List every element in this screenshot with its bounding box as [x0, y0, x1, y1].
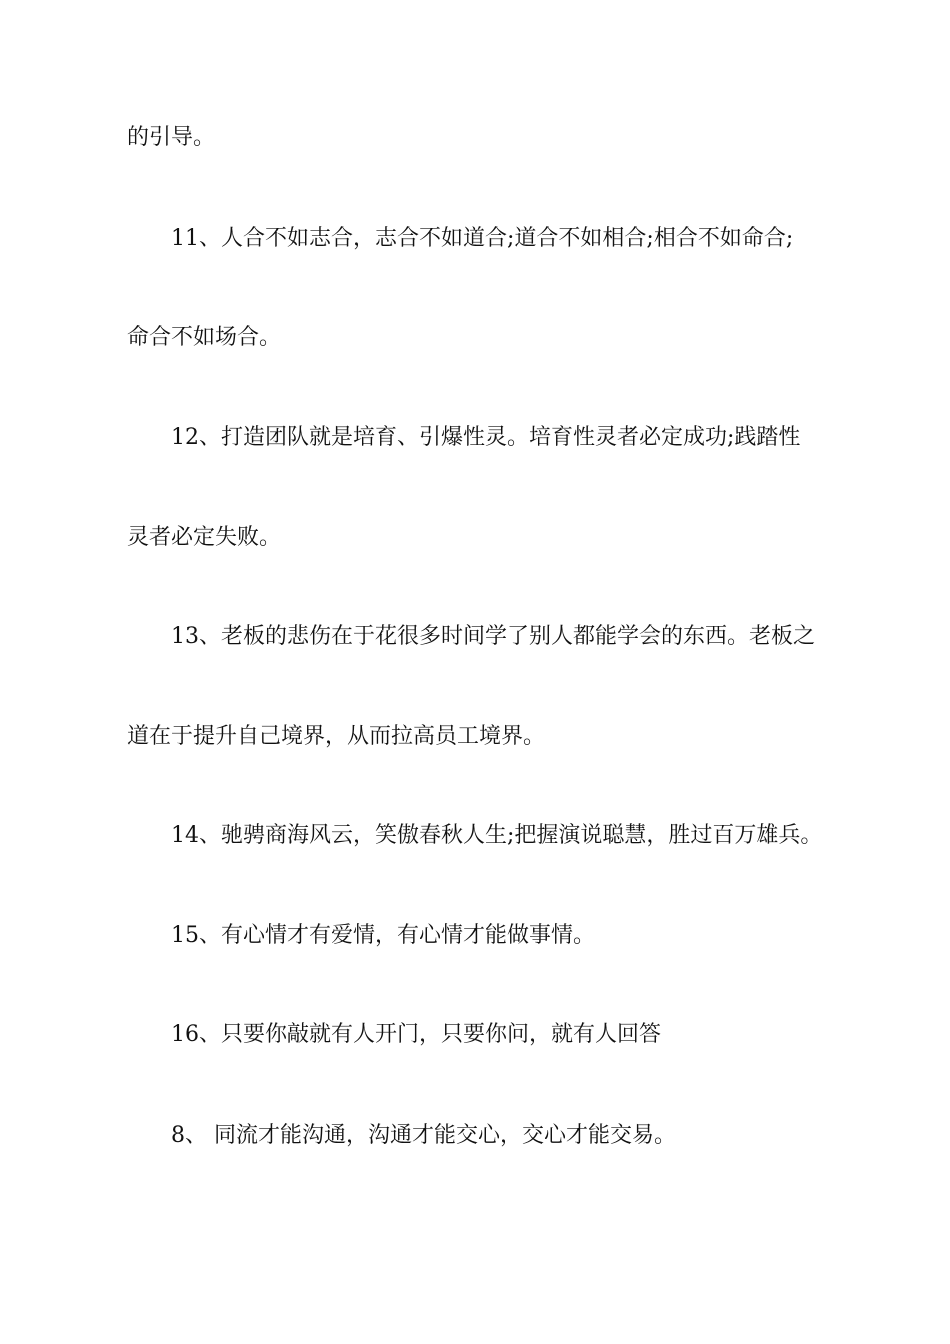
text-line-7: 道在于提升自己境界，从而拉高员工境界。 — [127, 724, 546, 749]
text-line-1: 的引导。 — [127, 125, 216, 150]
text-line-2: 11、人合不如志合，志合不如道合;道合不如相合;相合不如命合; — [171, 226, 794, 251]
text-line-9: 15、有心情才有爱情，有心情才能做事情。 — [171, 923, 595, 948]
text-line-4: 12、打造团队就是培育、引爆性灵。培育性灵者必定成功;践踏性 — [171, 425, 801, 450]
text-line-11: 8、 同流才能沟通，沟通才能交心，交心才能交易。 — [171, 1123, 676, 1148]
text-line-8: 14、驰骋商海风云，笑傲春秋人生;把握演说聪慧，胜过百万雄兵。 — [171, 823, 823, 848]
text-line-5: 灵者必定失败。 — [127, 525, 282, 550]
text-line-10: 16、只要你敲就有人开门，只要你问，就有人回答 — [171, 1022, 661, 1047]
text-line-6: 13、老板的悲伤在于花很多时间学了别人都能学会的东西。老板之 — [171, 624, 815, 649]
text-line-3: 命合不如场合。 — [127, 325, 282, 350]
